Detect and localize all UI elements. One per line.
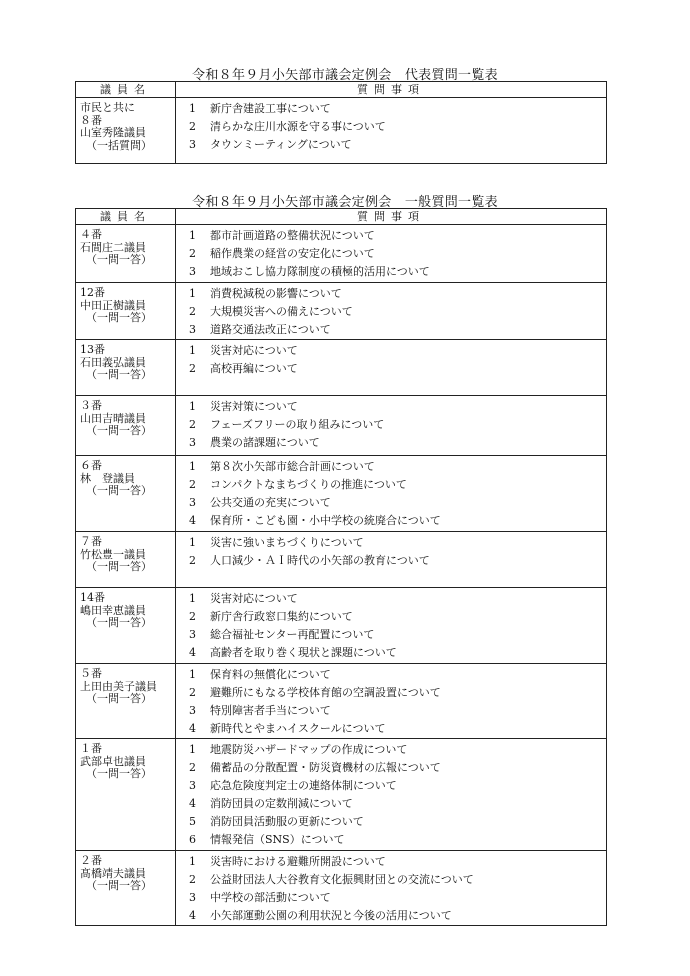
member-row — [76, 532, 607, 588]
question-text: 道路交通法改正について — [210, 323, 331, 336]
question-text: 第８次小矢部市総合計画について — [210, 460, 375, 473]
member-column-header: 議員名 — [76, 209, 176, 225]
questions-cell — [176, 456, 607, 532]
member-info: 石間庄二議員 — [80, 240, 146, 254]
question-text: 小矢部運動公園の利用状況と今後の活用について — [210, 909, 452, 922]
question-text: 大規模災害への備えについて — [210, 305, 353, 318]
question-number: 4 — [189, 797, 196, 810]
member-info: 中田正樹議員 — [80, 298, 146, 312]
question-number: 1 — [189, 344, 196, 357]
question-text: 人口減少・ＡＩ時代の小矢部の教育について — [210, 554, 430, 567]
question-number: 3 — [189, 779, 196, 792]
questions-cell — [176, 225, 607, 283]
question-number: 6 — [189, 833, 196, 846]
question-item — [176, 303, 606, 321]
question-number: 4 — [189, 514, 196, 527]
member-row — [76, 98, 607, 164]
question-mode: （一問一答） — [86, 424, 152, 437]
question-mode: （一括質問） — [86, 138, 152, 152]
question-number: 2 — [189, 120, 196, 133]
question-text: 清らかな庄川水源を守る事について — [210, 120, 386, 133]
question-number: 2 — [189, 610, 196, 623]
question-text: 稲作農業の経営の安定化について — [210, 247, 375, 260]
member-info: ２番 — [80, 854, 102, 867]
member-info: ５番 — [80, 667, 102, 680]
question-number: 1 — [189, 743, 196, 756]
question-item — [176, 666, 606, 684]
member-row — [76, 739, 607, 851]
question-number: 4 — [189, 722, 196, 735]
questions-cell — [176, 340, 607, 396]
member-info: 上田由美子議員 — [80, 679, 157, 693]
question-number: 1 — [189, 102, 196, 115]
question-item — [176, 136, 606, 154]
questions-column-header: 質問事項 — [176, 209, 607, 225]
question-text: 保育所・こども園・小中学校の統廃合について — [210, 514, 441, 527]
question-text: タウンミーティングについて — [210, 138, 352, 151]
questions-cell — [176, 98, 607, 164]
question-number: 5 — [189, 815, 196, 828]
question-item — [176, 741, 606, 759]
question-text: 農業の諸課題について — [210, 436, 320, 449]
member-row — [76, 456, 607, 532]
question-text: 消防団員活動服の更新について — [210, 815, 364, 828]
question-text: 地域おこし協力隊制度の積極的活用について — [210, 265, 430, 278]
question-text: 新庁舎建設工事について — [210, 102, 331, 115]
question-item — [176, 759, 606, 777]
question-text: 新時代とやまハイスクールについて — [210, 722, 386, 735]
question-item — [176, 263, 606, 281]
question-number: 1 — [189, 229, 196, 242]
question-number: 3 — [189, 436, 196, 449]
member-cell — [76, 532, 176, 588]
question-text: 災害対応について — [210, 592, 298, 605]
question-text: 公共交通の充実について — [210, 496, 331, 509]
question-text: 都市計画道路の整備状況について — [210, 229, 375, 242]
question-item — [176, 720, 606, 738]
question-text: 消防団員の定数削減について — [210, 797, 353, 810]
question-number: 4 — [189, 909, 196, 922]
question-item — [176, 398, 606, 416]
member-info: 山室秀隆議員 — [80, 126, 146, 139]
question-text: 公益財団法人大谷教育文化振興財団との交流について — [210, 873, 474, 886]
question-number: 1 — [189, 287, 196, 300]
question-text: 総合福祉センター再配置について — [210, 628, 375, 641]
question-item — [176, 552, 606, 570]
member-row — [76, 225, 607, 283]
question-item — [176, 342, 606, 360]
member-row — [76, 588, 607, 664]
questions-cell — [176, 739, 607, 851]
question-item — [176, 702, 606, 720]
member-cell — [76, 98, 176, 164]
question-number: 1 — [189, 400, 196, 413]
question-mode: （一問一答） — [86, 767, 152, 780]
member-cell — [76, 283, 176, 340]
question-text: 消費税減税の影響について — [210, 287, 342, 300]
question-number: 2 — [189, 247, 196, 260]
member-info: 竹松豊一議員 — [80, 547, 146, 561]
question-item — [176, 100, 606, 118]
question-item — [176, 813, 606, 831]
representative-questions-table — [75, 81, 607, 164]
member-row — [76, 664, 607, 739]
member-cell — [76, 588, 176, 664]
question-number: 2 — [189, 686, 196, 699]
question-item — [176, 494, 606, 512]
member-cell — [76, 739, 176, 851]
questions-cell — [176, 588, 607, 664]
question-number: 3 — [189, 265, 196, 278]
question-item — [176, 590, 606, 608]
member-cell — [76, 456, 176, 532]
question-text: 新庁舎行政窓口集約について — [210, 610, 353, 623]
question-text: 保育料の無償化について — [210, 668, 331, 681]
question-number: 3 — [189, 891, 196, 904]
question-text: 災害に強いまちづくりについて — [210, 536, 364, 549]
question-mode: （一問一答） — [86, 311, 152, 324]
question-text: 応急危険度判定士の連絡体制について — [210, 779, 397, 792]
question-number: 3 — [189, 628, 196, 641]
question-item — [176, 245, 606, 263]
question-text: 備蓄品の分散配置・防災資機材の広報について — [210, 761, 441, 774]
question-mode: （一問一答） — [86, 253, 152, 266]
question-number: 2 — [189, 362, 196, 375]
questions-cell — [176, 664, 607, 739]
member-info: ４番 — [80, 228, 102, 241]
question-item — [176, 227, 606, 245]
member-info: 山田吉晴議員 — [80, 411, 146, 425]
member-info: 石田義弘議員 — [80, 355, 146, 369]
question-item — [176, 644, 606, 662]
question-text: 災害対応について — [210, 344, 298, 357]
questions-cell — [176, 396, 607, 456]
question-text: 中学校の部活動について — [210, 891, 331, 904]
questions-cell — [176, 851, 607, 926]
question-text: 災害時における避難所開設について — [210, 855, 386, 868]
member-row — [76, 283, 607, 340]
question-mode: （一問一答） — [86, 560, 152, 573]
member-row — [76, 851, 607, 926]
question-number: 2 — [189, 554, 196, 567]
question-item — [176, 118, 606, 136]
question-item — [176, 285, 606, 303]
member-info: ６番 — [80, 459, 102, 472]
question-item — [176, 871, 606, 889]
member-info: ７番 — [80, 535, 102, 548]
member-info: 12番 — [80, 286, 105, 299]
member-cell — [76, 340, 176, 396]
questions-cell — [176, 532, 607, 588]
question-number: 2 — [189, 418, 196, 431]
member-column-header: 議員名 — [76, 82, 176, 98]
question-item — [176, 907, 606, 925]
question-number: 2 — [189, 761, 196, 774]
question-number: 2 — [189, 873, 196, 886]
question-number: 2 — [189, 478, 196, 491]
general-questions-title: 令和８年９月小矢部市議会定例会 一般質問一覧表 — [192, 195, 498, 210]
question-text: コンパクトなまちづくりの推進について — [210, 478, 407, 491]
question-item — [176, 853, 606, 871]
question-number: 1 — [189, 592, 196, 605]
question-item — [176, 684, 606, 702]
question-text: フェーズフリーの取り組みについて — [210, 418, 385, 431]
question-mode: （一問一答） — [86, 879, 152, 892]
question-mode: （一問一答） — [86, 616, 152, 629]
member-cell — [76, 225, 176, 283]
question-item — [176, 831, 606, 849]
question-mode: （一問一答） — [86, 484, 152, 497]
question-item — [176, 321, 606, 339]
question-item — [176, 512, 606, 530]
question-number: 3 — [189, 323, 196, 336]
question-text: 特別障害者手当について — [210, 704, 331, 717]
question-text: 高齢者を取り巻く現状と課題について — [210, 646, 397, 659]
question-item — [176, 416, 606, 434]
question-mode: （一問一答） — [86, 368, 152, 381]
question-text: 情報発信（SNS）について — [210, 833, 345, 846]
question-item — [176, 458, 606, 476]
member-row — [76, 396, 607, 456]
member-info: 14番 — [80, 591, 105, 604]
question-text: 避難所にもなる学校体育館の空調設置について — [210, 686, 441, 699]
member-info: 嶋田幸恵議員 — [80, 603, 146, 617]
question-item — [176, 777, 606, 795]
question-item — [176, 360, 606, 378]
question-number: 1 — [189, 668, 196, 681]
question-item — [176, 889, 606, 907]
question-text: 高校再編について — [210, 362, 298, 375]
member-info: 13番 — [80, 343, 105, 356]
member-info: １番 — [80, 742, 102, 755]
questions-column-header: 質問事項 — [176, 82, 607, 98]
question-number: 2 — [189, 305, 196, 318]
member-info: 林 登議員 — [80, 471, 135, 485]
member-info: 髙橋靖夫議員 — [80, 866, 146, 880]
question-mode: （一問一答） — [86, 692, 152, 705]
question-number: 1 — [189, 855, 196, 868]
question-item — [176, 434, 606, 452]
questions-cell — [176, 283, 607, 340]
member-info: 武部卓也議員 — [80, 754, 146, 768]
general-questions-table — [75, 208, 607, 926]
question-text: 災害対策について — [210, 400, 298, 413]
question-item — [176, 795, 606, 813]
member-info: ３番 — [80, 399, 102, 412]
question-number: 3 — [189, 496, 196, 509]
question-item — [176, 476, 606, 494]
question-number: 1 — [189, 536, 196, 549]
question-number: 3 — [189, 704, 196, 717]
member-row — [76, 340, 607, 396]
question-item — [176, 608, 606, 626]
member-info: ８番 — [80, 113, 102, 127]
question-number: 3 — [189, 138, 196, 151]
question-text: 地震防災ハザードマップの作成について — [210, 743, 408, 756]
question-item — [176, 534, 606, 552]
question-item — [176, 626, 606, 644]
member-info: 市民と共に — [80, 101, 135, 114]
member-cell — [76, 851, 176, 926]
question-number: 1 — [189, 460, 196, 473]
member-cell — [76, 396, 176, 456]
question-number: 4 — [189, 646, 196, 659]
member-cell — [76, 664, 176, 739]
representative-questions-title: 令和８年９月小矢部市議会定例会 代表質問一覧表 — [192, 68, 498, 83]
